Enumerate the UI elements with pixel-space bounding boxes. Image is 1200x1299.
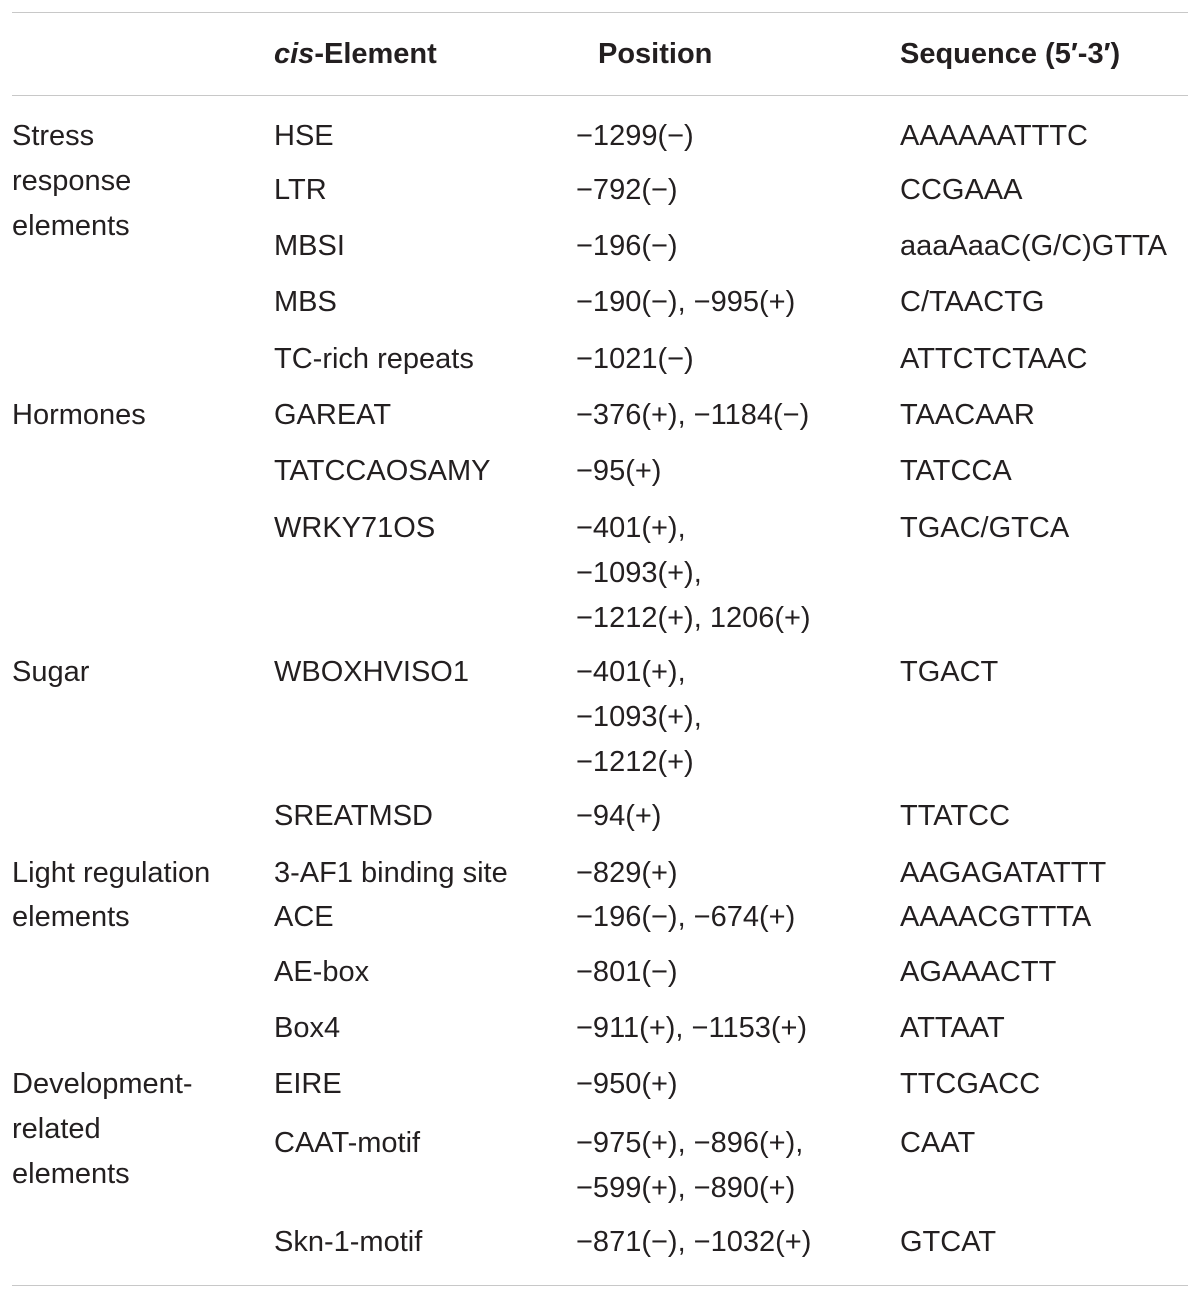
row-sequence: TGAC/GTCA [900,512,1070,544]
row-sequence: TAACAAR [900,399,1035,431]
row-category: Sugar [12,656,90,688]
table-bottom-rule [12,1285,1188,1286]
row-element: TATCCAOSAMY [274,455,491,487]
row-position: −95(+) [576,455,662,487]
row-element: SREATMSD [274,800,433,832]
row-element: WBOXHVISO1 [274,656,469,688]
row-position: −190(−), −995(+) [576,286,796,318]
row-sequence: CAAT [900,1127,976,1159]
header-rule [12,95,1188,96]
row-element: GAREAT [274,399,392,431]
row-category: Hormones [12,399,146,431]
row-position: −1021(−) [576,343,694,375]
row-sequence: ATTAAT [900,1012,1005,1044]
row-sequence: TGACT [900,656,999,688]
row-category: Stress response elements [12,120,132,242]
header-position: Position [598,38,713,70]
header-sequence: Sequence (5′-3′) [900,38,1121,70]
row-element: EIRE [274,1068,342,1100]
row-element: AE-box [274,956,370,988]
row-position: −911(+), −1153(+) [576,1012,808,1044]
row-position: −829(+) −196(−), −674(+) [576,857,796,933]
row-sequence: GTCAT [900,1226,997,1258]
row-position: −376(+), −1184(−) [576,399,810,431]
row-element: CAAT-motif [274,1127,421,1159]
row-element: Skn-1-motif [274,1226,423,1258]
row-sequence: TTATCC [900,800,1011,832]
header-element-suffix: -Element [314,38,437,70]
row-position: −1299(−) [576,120,694,152]
row-sequence: TATCCA [900,455,1012,487]
row-sequence: TTCGACC [900,1068,1041,1100]
row-position: −792(−) [576,174,678,206]
row-element: MBS [274,286,337,318]
row-position: −975(+), −896(+), −599(+), −890(+) [576,1127,804,1204]
row-position: −950(+) [576,1068,678,1100]
row-element: MBSI [274,230,345,262]
row-sequence: AAGAGATATTT AAAACGTTTA [900,857,1107,933]
row-element: Box4 [274,1012,341,1044]
row-category: Light regulation elements [12,857,211,933]
row-sequence: AAAAAATTTC [900,120,1088,152]
row-position: −871(−), −1032(+) [576,1226,812,1258]
row-element: WRKY71OS [274,512,436,544]
row-position: −401(+), −1093(+), −1212(+), 1206(+) [576,512,811,634]
row-position: −401(+), −1093(+), −1212(+) [576,656,702,778]
row-position: −94(+) [576,800,662,832]
row-category: Development- related elements [12,1068,193,1190]
row-element: LTR [274,174,327,206]
row-sequence: AGAAACTT [900,956,1057,988]
row-element: TC-rich repeats [274,343,474,375]
data-table [12,12,1188,1287]
row-element: HSE [274,120,334,152]
row-sequence: aaaAaaC(G/C)GTTA [900,230,1167,262]
row-position: −196(−) [576,230,678,262]
row-element: 3-AF1 binding site ACE [274,857,508,933]
header-cis-italic: cis [274,38,315,70]
header-cis-element [274,36,437,72]
row-sequence: ATTCTCTAAC [900,343,1088,375]
row-position: −801(−) [576,956,678,988]
table-top-rule [12,12,1188,13]
row-sequence: CCGAAA [900,174,1023,206]
row-sequence: C/TAACTG [900,286,1045,318]
